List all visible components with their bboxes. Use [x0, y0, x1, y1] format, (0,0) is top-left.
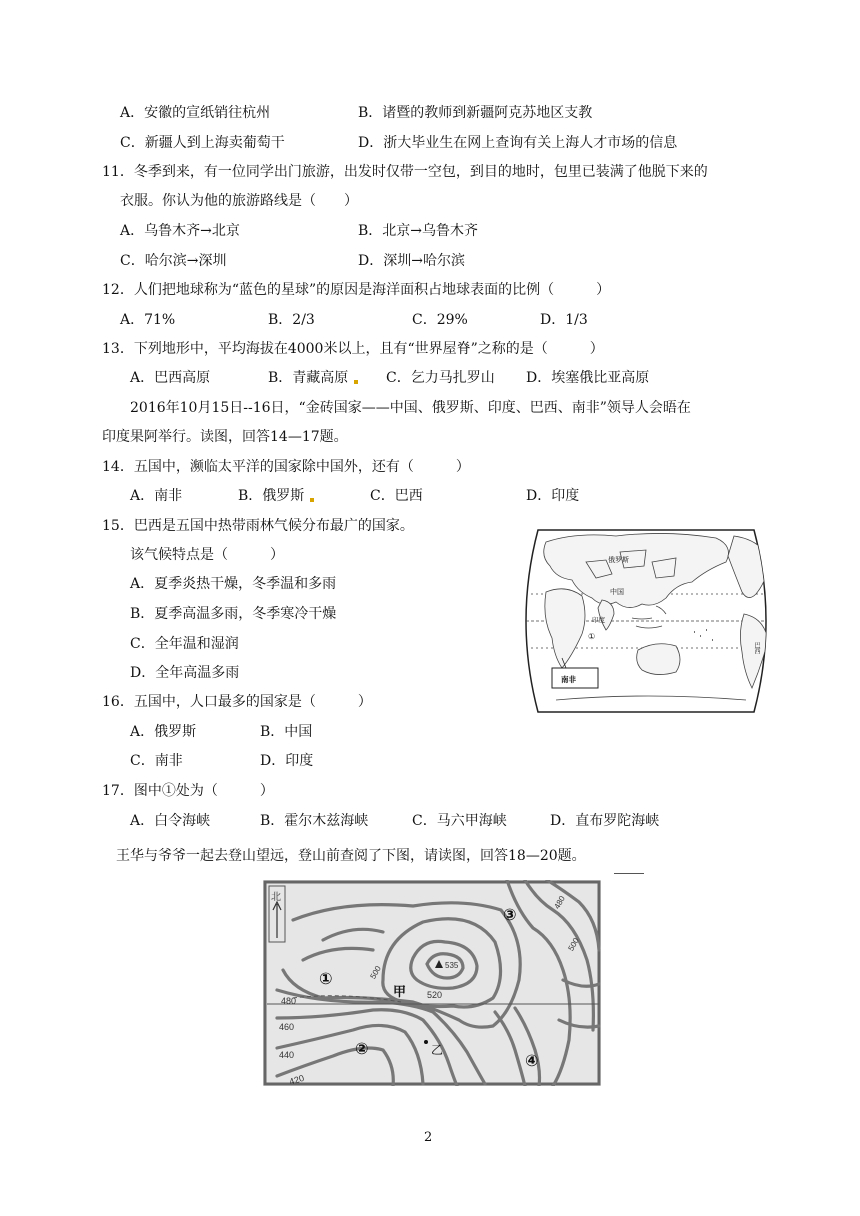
q17-stem: 17．图中①处为（ ） [102, 783, 274, 799]
q13-stem: 13．下列地形中，平均海拔在4000米以上，且有“世界屋脊”之称的是（ ） [102, 341, 604, 357]
label-460: 460 [279, 1022, 295, 1032]
marker-circle-2: ② [355, 1039, 369, 1058]
label-500: 500 [368, 964, 383, 981]
world-map-figure [516, 522, 776, 720]
q12-stem: 12．人们把地球称为“蓝色的星球”的原因是海洋面积占地球表面的比例（ ） [102, 282, 611, 298]
q14-option-b-text: B．俄罗斯 [238, 488, 305, 504]
q14-option-d: D．印度 [526, 488, 580, 504]
q11-stem-line1: 11．冬季到来，有一位同学出门旅游，出发时仅带一空包，到目的地时，包里已装满了他脱下来的 [102, 164, 708, 180]
q15-option-d: D．全年高温多雨 [130, 665, 240, 681]
short-rule [614, 873, 644, 874]
q11-option-d: D．深圳→哈尔滨 [358, 253, 465, 269]
q12-option-c: C．29% [412, 312, 468, 328]
intro-14-17-line2: 印度果阿举行。读图，回答14—17题。 [102, 429, 348, 445]
q16-option-d: D．印度 [260, 753, 314, 769]
q13-option-b-text: B．青藏高原 [268, 370, 349, 386]
q16-option-a: A．俄罗斯 [130, 724, 197, 740]
q12-option-d: D．1/3 [540, 312, 588, 328]
label-440: 440 [279, 1050, 295, 1060]
label-south-africa: 南非 [561, 675, 576, 684]
label-brazil: 巴西 [753, 642, 759, 654]
label-500-right: 500 [566, 936, 581, 953]
q17-option-d: D．直布罗陀海峡 [550, 813, 660, 829]
label-yi: 乙 [431, 1043, 444, 1057]
q13-option-c: C．乞力马扎罗山 [386, 370, 495, 386]
q14-option-c: C．巴西 [370, 488, 423, 504]
label-jia: 甲 [393, 985, 407, 1000]
north-label: 北 [271, 892, 281, 903]
intro-14-17-line1: 2016年10月15日--16日，“金砖国家——中国、俄罗斯、印度、巴西、南非”领导人会晤在 [130, 400, 691, 416]
q11-option-c: C．哈尔滨→深圳 [120, 253, 227, 269]
point-yi-icon [424, 1040, 428, 1044]
label-russia: 俄罗斯 [608, 557, 629, 564]
marker-circle-4: ④ [525, 1051, 539, 1070]
q13-option-d: D．埃塞俄比亚高原 [526, 370, 650, 386]
q15-stem-line1: 15．巴西是五国中热带雨林气候分布最广的国家。 [102, 518, 414, 534]
q13-option-b [268, 368, 362, 388]
q11-stem-line2: 衣服。你认为他的旅游路线是（ ） [120, 193, 358, 209]
q17-option-c: C．马六甲海峡 [412, 813, 507, 829]
q10-option-b: B．诸暨的教师到新疆阿克苏地区支教 [358, 105, 593, 121]
q16-option-c: C．南非 [130, 753, 183, 769]
marker-1: ① [588, 632, 596, 641]
q15-option-b: B．夏季高温多雨，冬季寒冷干燥 [130, 606, 337, 622]
q11-option-b: B．北京→乌鲁木齐 [358, 223, 479, 239]
q14-stem: 14．五国中，濒临太平洋的国家除中国外，还有（ ） [102, 459, 470, 475]
q10-option-a: A．安徽的宣纸销往杭州 [120, 105, 271, 121]
label-china: 中国 [610, 589, 624, 596]
q14-option-b [238, 486, 318, 506]
page-number: 2 [424, 1130, 433, 1145]
q12-option-b: B．2/3 [268, 312, 315, 328]
label-420: 420 [287, 1072, 306, 1086]
intro-18-20: 王华与爷爷一起去登山望远，登山前查阅了下图，请读图，回答18—20题。 [116, 848, 586, 864]
q15-stem-line2: 该气候特点是（ ） [130, 547, 284, 563]
q11-option-a: A．乌鲁木齐→北京 [120, 223, 240, 239]
q15-option-a: A．夏季炎热干燥，冬季温和多雨 [130, 576, 337, 592]
q10-option-d: D．浙大毕业生在网上查询有关上海人才市场的信息 [358, 135, 678, 151]
label-480: 480 [281, 996, 297, 1006]
label-480-right: 480 [552, 894, 567, 911]
world-map-svg [516, 522, 776, 720]
marker-circle-1: ① [319, 969, 333, 988]
q17-option-b: B．霍尔木兹海峡 [260, 813, 369, 829]
q12-option-a: A．71% [120, 312, 176, 328]
highlight-dot-icon [354, 380, 358, 384]
australia-shape [637, 644, 680, 675]
highlight-dot-icon [310, 498, 314, 502]
label-520: 520 [427, 990, 443, 1000]
label-peak-535: 535 [445, 961, 459, 970]
marker-circle-3: ③ [503, 905, 517, 924]
q16-option-b: B．中国 [260, 724, 313, 740]
q17-option-a: A．白令海峡 [130, 813, 211, 829]
contour-map-svg [263, 880, 601, 1086]
q16-stem: 16．五国中，人口最多的国家是（ ） [102, 694, 372, 710]
q13-option-a: A．巴西高原 [130, 370, 211, 386]
label-india: 印度 [592, 617, 605, 624]
contour-map-figure [263, 880, 601, 1086]
q14-option-a: A．南非 [130, 488, 183, 504]
q15-option-c: C．全年温和湿润 [130, 636, 239, 652]
q10-option-c: C．新疆人到上海卖葡萄干 [120, 135, 285, 151]
